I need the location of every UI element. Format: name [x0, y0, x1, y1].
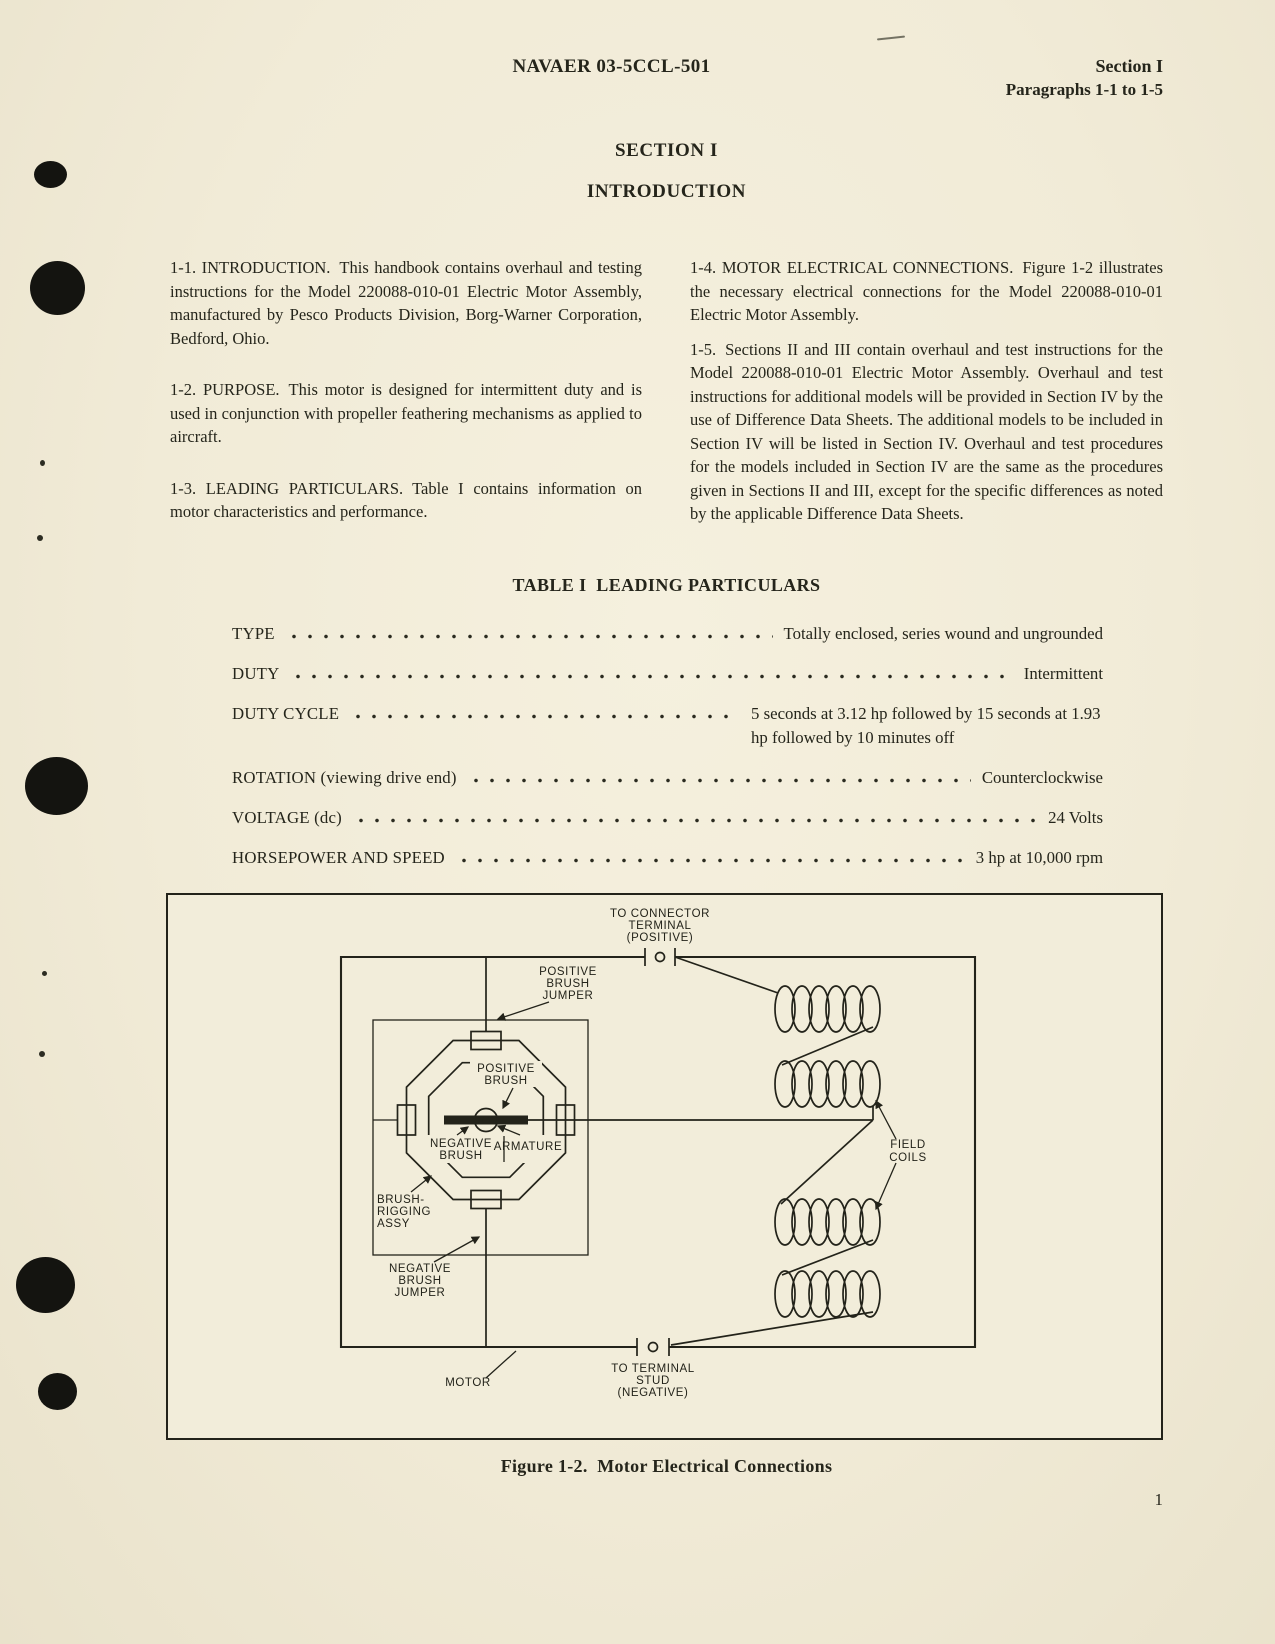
positive-brush-label: BRUSH — [484, 1075, 528, 1087]
motor-label: MOTOR — [445, 1377, 491, 1389]
negative-brush-label: NEGATIVE — [429, 1138, 493, 1150]
ink-speck — [40, 460, 45, 466]
diagram-labels — [377, 908, 927, 1399]
row-value: Totally enclosed, series wound and ungrounded — [783, 624, 1103, 643]
row-label: DUTY — [232, 664, 280, 683]
positive-brush-jumper-label: POSITIVE — [539, 966, 597, 978]
row-label: VOLTAGE (dc) — [232, 808, 342, 827]
dot-leader — [286, 625, 773, 639]
table-row — [170, 806, 1163, 830]
table-title: TABLE I LEADING PARTICULARS — [512, 575, 821, 595]
table-row — [170, 622, 1163, 646]
field-coil-group-4 — [775, 1271, 880, 1317]
doc-number: NAVAER 03-5CCL-501 — [512, 56, 711, 77]
connector-positive-label: TERMINAL — [628, 920, 692, 932]
negative-brush-jumper-label: BRUSH — [398, 1275, 442, 1287]
paragraph-head: 1-3. LEADING PARTICULARS. — [170, 478, 404, 498]
paragraph-1-4 — [690, 256, 1163, 327]
row-value: 24 Volts — [1048, 808, 1103, 827]
brush-rigging-label: ASSY — [377, 1218, 411, 1230]
paragraph-body: Figure 1-2 illustrates the necessary electrical connections for the Model 220088-010-01 Electric Motor Assembly. — [690, 258, 1163, 324]
intro-paragraphs — [170, 256, 1163, 552]
positive-terminal — [645, 948, 675, 966]
field-coils-label: COILS — [889, 1152, 927, 1164]
ink-speck — [37, 535, 43, 541]
paragraph-1-2 — [170, 378, 642, 449]
dot-leader — [290, 665, 1012, 679]
motor-wiring-diagram — [168, 895, 1161, 1438]
brush-rigging-label: BRUSH- — [377, 1194, 425, 1206]
ink-speck — [39, 1051, 45, 1057]
positive-brush-label: POSITIVE — [477, 1063, 535, 1075]
paragraph-body: Sections II and III contain overhaul and test instructions for the Model 220088-010-01 Electric Motor Assembly. Overhaul and test instructions for additional models will be provided in Section IV by the use of Difference Data Sheets. The additional models to be included in Section IV will be listed in Section IV. Overhaul and test procedures for the models included in Section IV are the same as the procedures given in Sections II and III, except for the specific differences as noted by the applicable Difference Data Sheets. — [690, 339, 1163, 523]
connector-positive-label: (POSITIVE) — [626, 932, 694, 944]
right-column — [690, 256, 1163, 552]
row-label: DUTY CYCLE — [232, 704, 340, 723]
row-label: ROTATION (viewing drive end) — [232, 768, 457, 787]
positive-brush-jumper-label: BRUSH — [546, 978, 590, 990]
field-coils-label: FIELD — [890, 1139, 926, 1151]
table-row — [170, 766, 1163, 790]
terminal-negative-label: TO TERMINAL — [611, 1363, 695, 1375]
figure-caption: Figure 1-2. Motor Electrical Connections — [500, 1456, 833, 1476]
negative-brush-jumper-label: JUMPER — [394, 1287, 446, 1299]
punch-hole — [38, 1373, 77, 1410]
dot-leader — [353, 809, 1037, 823]
header-paragraphs-label: Paragraphs 1-1 to 1-5 — [1005, 80, 1163, 99]
negative-terminal — [637, 1338, 669, 1356]
row-label: TYPE — [232, 624, 275, 643]
punch-hole — [34, 161, 67, 188]
field-coil-group-1 — [775, 986, 880, 1032]
paragraph-head: 1-4. MOTOR ELECTRICAL CONNECTIONS. — [690, 258, 1014, 277]
punch-hole — [30, 261, 85, 315]
armature-shaft-center — [483, 1117, 490, 1124]
armature-label: ARMATURE — [493, 1141, 563, 1153]
negative-brush-jumper-label: NEGATIVE — [388, 1263, 452, 1275]
row-value: 3 hp at 10,000 rpm — [975, 848, 1103, 867]
motor-label-leader — [486, 1351, 516, 1378]
paragraph-body: This handbook contains overhaul and testing instructions for the Model 220088-010-01 Electric Motor Assembly, manufactured by Pesco Products Division, Borg-Warner Corporation, Bedford, Ohio. — [170, 258, 642, 348]
section-titles — [170, 140, 1163, 203]
table-row — [170, 702, 1163, 750]
leading-particulars-table — [170, 575, 1163, 886]
section-subtitle: INTRODUCTION — [586, 181, 747, 202]
page-number: 1 — [1154, 1490, 1163, 1509]
ink-speck — [42, 971, 47, 976]
dot-leader — [468, 769, 971, 783]
table-row — [170, 662, 1163, 686]
positive-brush-jumper-label: JUMPER — [542, 990, 594, 1002]
page-header — [170, 56, 1163, 120]
field-coil-group-3 — [775, 1199, 880, 1245]
paragraph-body: Table I contains information on motor characteristics and performance. — [170, 478, 642, 521]
paragraph-1-1 — [170, 256, 642, 350]
row-label: HORSEPOWER AND SPEED — [232, 848, 445, 867]
header-section-label: Section I — [1095, 56, 1163, 76]
section-title: SECTION I — [614, 140, 719, 161]
left-column — [170, 256, 642, 552]
header-right — [1006, 56, 1163, 100]
brush-rigging-label: RIGGING — [377, 1206, 432, 1218]
terminal-negative-label: (NEGATIVE) — [617, 1387, 689, 1399]
row-value: Intermittent — [1023, 664, 1103, 683]
paragraph-head: 1-1. INTRODUCTION. — [170, 258, 331, 277]
paragraph-head: 1-5. — [690, 339, 717, 359]
field-coil-group-2 — [775, 1061, 880, 1107]
connector-positive-label: TO CONNECTOR — [609, 908, 711, 920]
row-value: 5 seconds at 3.12 hp followed by 15 seconds at 1.93 hp followed by 10 minutes off — [751, 704, 1101, 747]
table-row — [170, 846, 1163, 870]
dot-leader — [350, 705, 740, 719]
punch-hole — [16, 1257, 75, 1313]
row-value: Counterclockwise — [981, 768, 1103, 787]
paragraph-head: 1-2. PURPOSE. — [170, 380, 280, 399]
paragraph-1-5 — [690, 338, 1163, 526]
terminal-negative-label: STUD — [636, 1375, 670, 1387]
paragraph-body: This motor is designed for intermittent duty and is used in conjunction with propeller feathering mechanisms as applied to aircraft. — [170, 380, 642, 446]
figure-1-2 — [166, 893, 1163, 1440]
punch-hole — [25, 757, 88, 815]
negative-brush-label: BRUSH — [439, 1150, 483, 1162]
pen-mark — [877, 36, 905, 41]
paragraph-1-3 — [170, 477, 642, 524]
dot-leader — [456, 849, 965, 863]
